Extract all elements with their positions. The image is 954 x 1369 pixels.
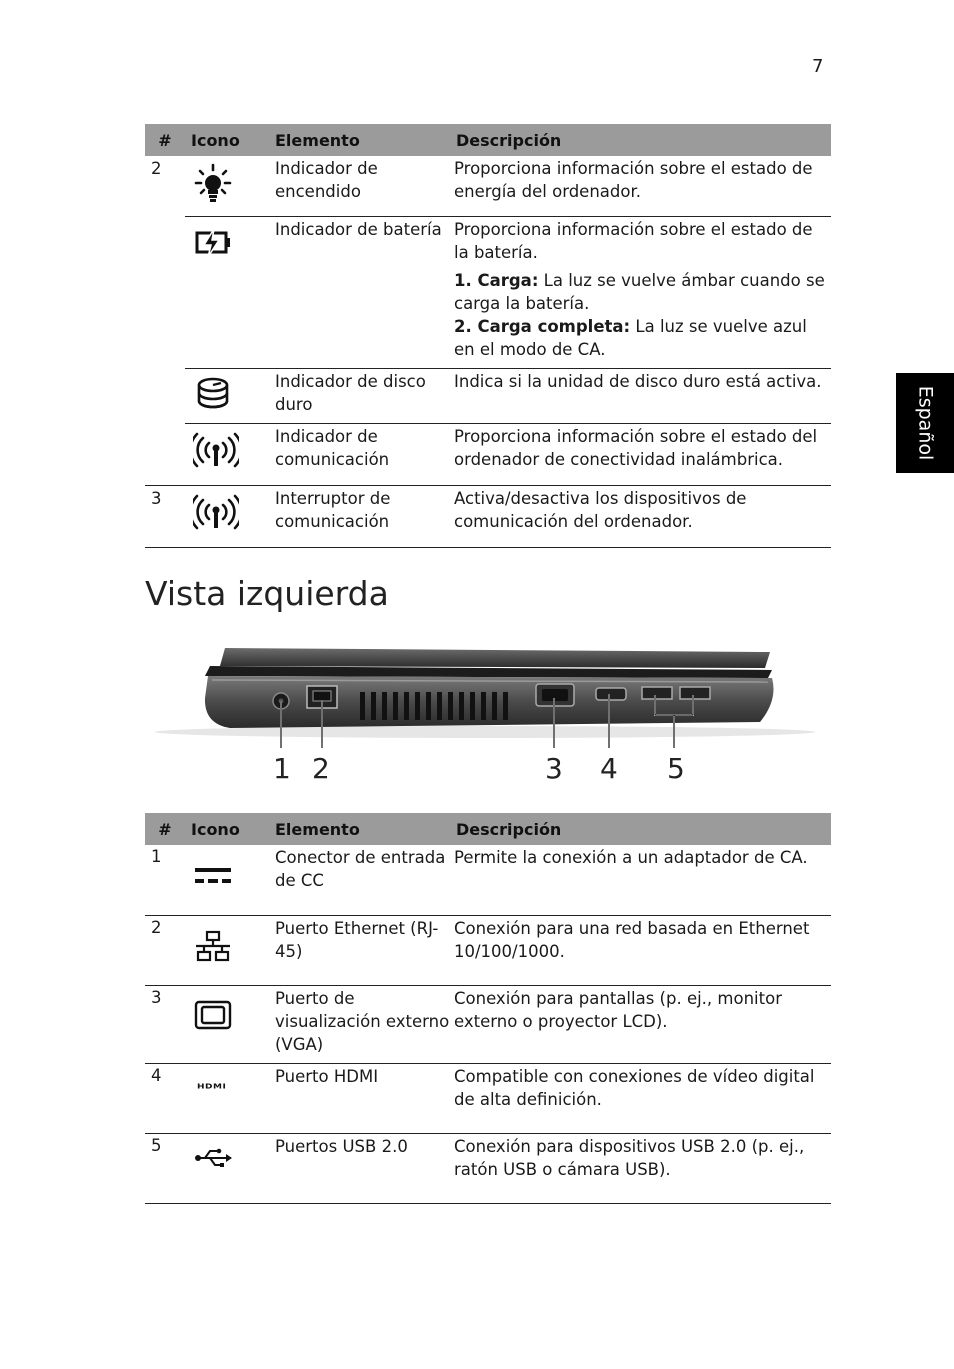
- table-row: [145, 1133, 831, 1203]
- row-description: Proporciona información sobre el estado del ordenador de conectividad inalámbrica.: [450, 423, 831, 485]
- item-text: La luz se vuelve azul en el modo de CA.: [454, 316, 807, 359]
- row-element: Conector de entrada de CC: [269, 845, 450, 915]
- header-description: Descripción: [450, 124, 831, 156]
- row-number: [145, 423, 185, 485]
- language-tab: [896, 373, 954, 473]
- indicators-table: [145, 124, 831, 548]
- table-row: [145, 216, 831, 368]
- page-number: 7: [812, 56, 824, 77]
- row-description: Proporciona información sobre el estado de la batería.: [454, 219, 813, 262]
- header-icon: Icono: [185, 813, 269, 845]
- dc-in-icon: [193, 865, 233, 887]
- row-element: Puerto Ethernet (RJ-45): [269, 915, 450, 985]
- wireless-icon: [193, 430, 239, 470]
- callout-3: 3: [545, 752, 563, 785]
- row-number: [145, 368, 185, 423]
- row-description: Conexión para una red basada en Ethernet 10/100/1000.: [450, 915, 831, 985]
- callout-2: 2: [312, 752, 330, 785]
- row-number: 3: [145, 985, 185, 1063]
- ethernet-icon: [193, 930, 233, 964]
- row-description: Activa/desactiva los dispositivos de comunicación del ordenador.: [450, 485, 831, 547]
- table-header-row: [145, 124, 831, 156]
- row-element: Puertos USB 2.0: [269, 1133, 450, 1203]
- row-description: Compatible con conexiones de vídeo digital de alta definición.: [450, 1063, 831, 1133]
- table-row: [145, 156, 831, 216]
- item-label: 1. Carga:: [454, 270, 539, 290]
- row-description: Proporciona información sobre el estado de energía del ordenador.: [450, 156, 831, 216]
- table-header-row: [145, 813, 831, 845]
- row-element: Indicador de comunicación: [269, 423, 450, 485]
- row-description: Conexión para dispositivos USB 2.0 (p. ej., ratón USB o cámara USB).: [450, 1133, 831, 1203]
- row-element: Puerto HDMI: [269, 1063, 450, 1133]
- header-number: #: [145, 124, 185, 156]
- ports-table: [145, 813, 831, 1204]
- row-description: Conexión para pantallas (p. ej., monitor externo o proyector LCD).: [450, 985, 831, 1063]
- row-element: Interruptor de comunicación: [269, 485, 450, 547]
- row-description: Permite la conexión a un adaptador de CA.: [450, 845, 831, 915]
- table-row: [145, 368, 831, 423]
- row-number: [145, 216, 185, 368]
- callout-4: 4: [600, 752, 618, 785]
- row-number: 4: [145, 1063, 185, 1133]
- vga-icon: [193, 1000, 233, 1030]
- row-description: Indica si la unidad de disco duro está activa.: [450, 368, 831, 423]
- usb-icon: [193, 1146, 233, 1170]
- table-row: [145, 1063, 831, 1133]
- section-title: Vista izquierda: [145, 574, 389, 613]
- item-text: La luz se vuelve ámbar cuando se carga la batería.: [454, 270, 825, 313]
- hdd-icon: [193, 375, 233, 415]
- row-number: 2: [151, 159, 162, 178]
- header-number: #: [145, 813, 185, 845]
- laptop-left-side-image: [150, 640, 820, 750]
- table-row: [145, 845, 831, 915]
- row-element: Puerto de visualización externo (VGA): [269, 985, 450, 1063]
- power-light-icon: [193, 162, 233, 206]
- list-item: [454, 315, 831, 361]
- table-row: [145, 423, 831, 485]
- callout-1: 1: [273, 752, 291, 785]
- item-label: 2. Carga completa:: [454, 316, 631, 336]
- header-element: Elemento: [269, 813, 450, 845]
- wireless-icon: [193, 492, 239, 532]
- list-item: [454, 269, 831, 315]
- table-row: [145, 915, 831, 985]
- table-row: [145, 485, 831, 547]
- row-number: 1: [145, 845, 185, 915]
- row-element: Indicador de encendido: [269, 156, 450, 216]
- hdmi-icon: HDMI: [197, 1082, 227, 1091]
- language-tab-label: Español: [914, 385, 936, 461]
- header-description: Descripción: [450, 813, 831, 845]
- callout-5: 5: [667, 752, 685, 785]
- table-row: [145, 985, 831, 1063]
- battery-icon: [193, 223, 233, 263]
- header-icon: Icono: [185, 124, 269, 156]
- row-element: Indicador de disco duro: [269, 368, 450, 423]
- header-element: Elemento: [269, 124, 450, 156]
- row-number: 2: [145, 915, 185, 985]
- row-number: 3: [145, 485, 185, 547]
- row-number: 5: [145, 1133, 185, 1203]
- row-element: Indicador de batería: [269, 216, 450, 368]
